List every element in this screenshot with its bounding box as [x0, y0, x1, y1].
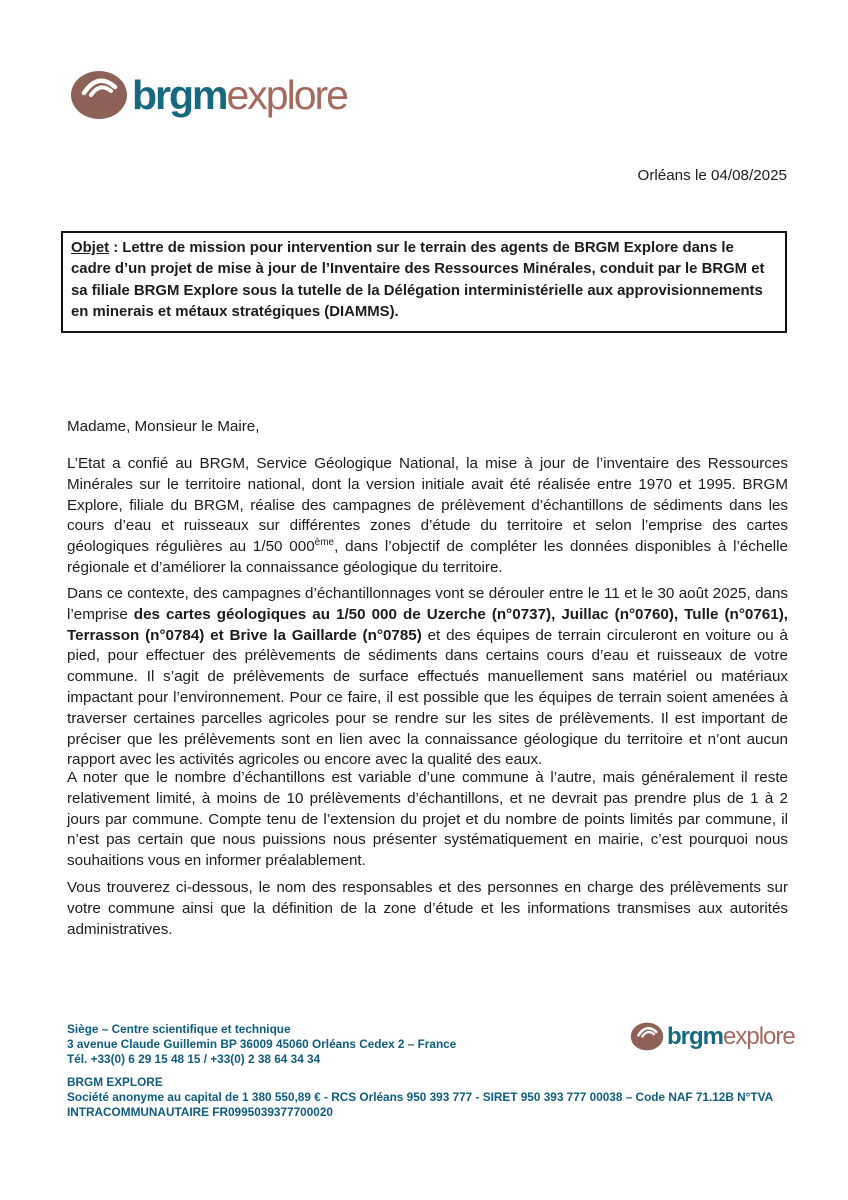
- footer-siege-title: Siège – Centre scientifique et technique: [67, 1022, 291, 1036]
- footer-company-name: BRGM EXPLORE: [67, 1075, 163, 1089]
- footer-logo-text-brgm: brgm: [667, 1022, 723, 1050]
- footer-company-info-line2: INTRACOMMUNAUTAIRE FR0995039377700020: [67, 1105, 333, 1120]
- logo-text-explore: explore: [226, 71, 347, 118]
- footer-siege-address: 3 avenue Claude Guillemin BP 36009 45060 Orléans Cedex 2 – France: [67, 1037, 457, 1052]
- footer-company-info-line1: Société anonyme au capital de 1 380 550,89 € - RCS Orléans 950 393 777 - SIRET 950 393 777 00038 – Code NAF 71.12B N°TVA: [67, 1090, 774, 1105]
- paragraph-1-text: L’Etat a confié au BRGM, Service Géologique National, la mise à jour de l’inventaire des Ressources Minérales sur le territoire national, dont la version initiale avait été réalisée entre 1970 et 1995. BRGM Explore, filiale du BRGM, réalise des campagnes de prélèvement d’échantillons de sédiments dans les cours d’eau et ruisseaux sur différentes zones d’étude du territoire et selon l’emprise des cartes géologiques régulières au 1/50 000: [67, 455, 788, 556]
- paragraph-3: A noter que le nombre d’échantillons est variable d’une commune à l’autre, mais généralement il reste relativement limité, à moins de 10 prélèvements d’échantillons, et ne devrait pas prendre plus de 1 à 2 jours par commune. Compte tenu de l’extension du projet et du nombre de points limités par commune, il n’est pas certain que nous puissions nous présenter systématiquement en mairie, c’est pourquoi nous souhaitions vous en informer préalablement.: [67, 769, 788, 870]
- objet-box: [61, 231, 787, 333]
- paragraph-2-text-end: et des équipes de terrain circuleront en voiture ou à pied, pour effectuer des prélèvements de sédiments dans certains cours d’eau et ruisseaux de votre commune. Il s’agit de prélèvements de surface effectués manuellement sans matériel ou matériaux impactant pour l’environnement. Pour ce faire, il est possible que les équipes de terrain soient amenées à traverser certaines parcelles agricoles pour se rendre sur les sites de prélèvements. Il est important de préciser que les prélèvements sont en lien avec la connaissance géologique du territoire et n’ont aucun rapport avec les activités agricoles ou encore avec la qualité des eaux.: [67, 626, 788, 769]
- date-line: Orléans le 04/08/2025: [637, 167, 787, 184]
- footer-company-block: [67, 1075, 773, 1121]
- brgm-footer-logo-mark-icon: [630, 1022, 664, 1051]
- footer-siege-block: [67, 1022, 456, 1068]
- footer-logo-text-explore: explore: [723, 1022, 795, 1050]
- brgm-explore-logo: [70, 70, 347, 120]
- objet-label: Objet: [71, 240, 110, 256]
- footer-siege-phone: Tél. +33(0) 6 29 15 48 15 / +33(0) 2 38 64 34 34: [67, 1052, 321, 1067]
- brgm-logo-mark-icon: [70, 70, 128, 120]
- paragraph-2-bold-maps: des cartes géologiques au 1/50 000 de Uzerche (n°0737), Juillac (n°0760), Tulle (n°0761), Terrasson (n°0784) et Brive la Gaillarde (n°0785): [67, 605, 788, 644]
- paragraph-1-text-end: , dans l’objectif de compléter les données disponibles à l’échelle régionale et d’améliorer la connaissance géologique du territoire.: [67, 538, 788, 576]
- objet-text: Lettre de mission pour intervention sur le terrain des agents de BRGM Explore dans le cadre d’un projet de mise à jour de l’Inventaire des Ressources Minérales, conduit par le BRGM et sa filiale BRGM Explore sous la tutelle de la Délégation interministérielle aux approvisionnements en minerais et métaux stratégiques (DIAMMS).: [71, 240, 765, 321]
- paragraph-2-text: Dans ce contexte, des campagnes d’échantillonnages vont se dérouler entre le 11 et le 30 août 2025, dans l’emprise: [67, 585, 788, 623]
- paragraph-1: [67, 454, 788, 579]
- paragraph-4: Vous trouverez ci-dessous, le nom des responsables et des personnes en charge des prélèvements sur votre commune ainsi que la définition de la zone d’étude et les informations transmises aux autorités administratives.: [67, 879, 788, 938]
- objet-separator: :: [109, 240, 123, 256]
- logo-text-brgm: brgm: [132, 71, 227, 118]
- paragraph-2: [67, 584, 788, 771]
- brgm-explore-footer-logo: [630, 1022, 795, 1051]
- salutation: Madame, Monsieur le Maire,: [67, 418, 260, 435]
- paragraph-1-superscript: ème: [314, 537, 335, 549]
